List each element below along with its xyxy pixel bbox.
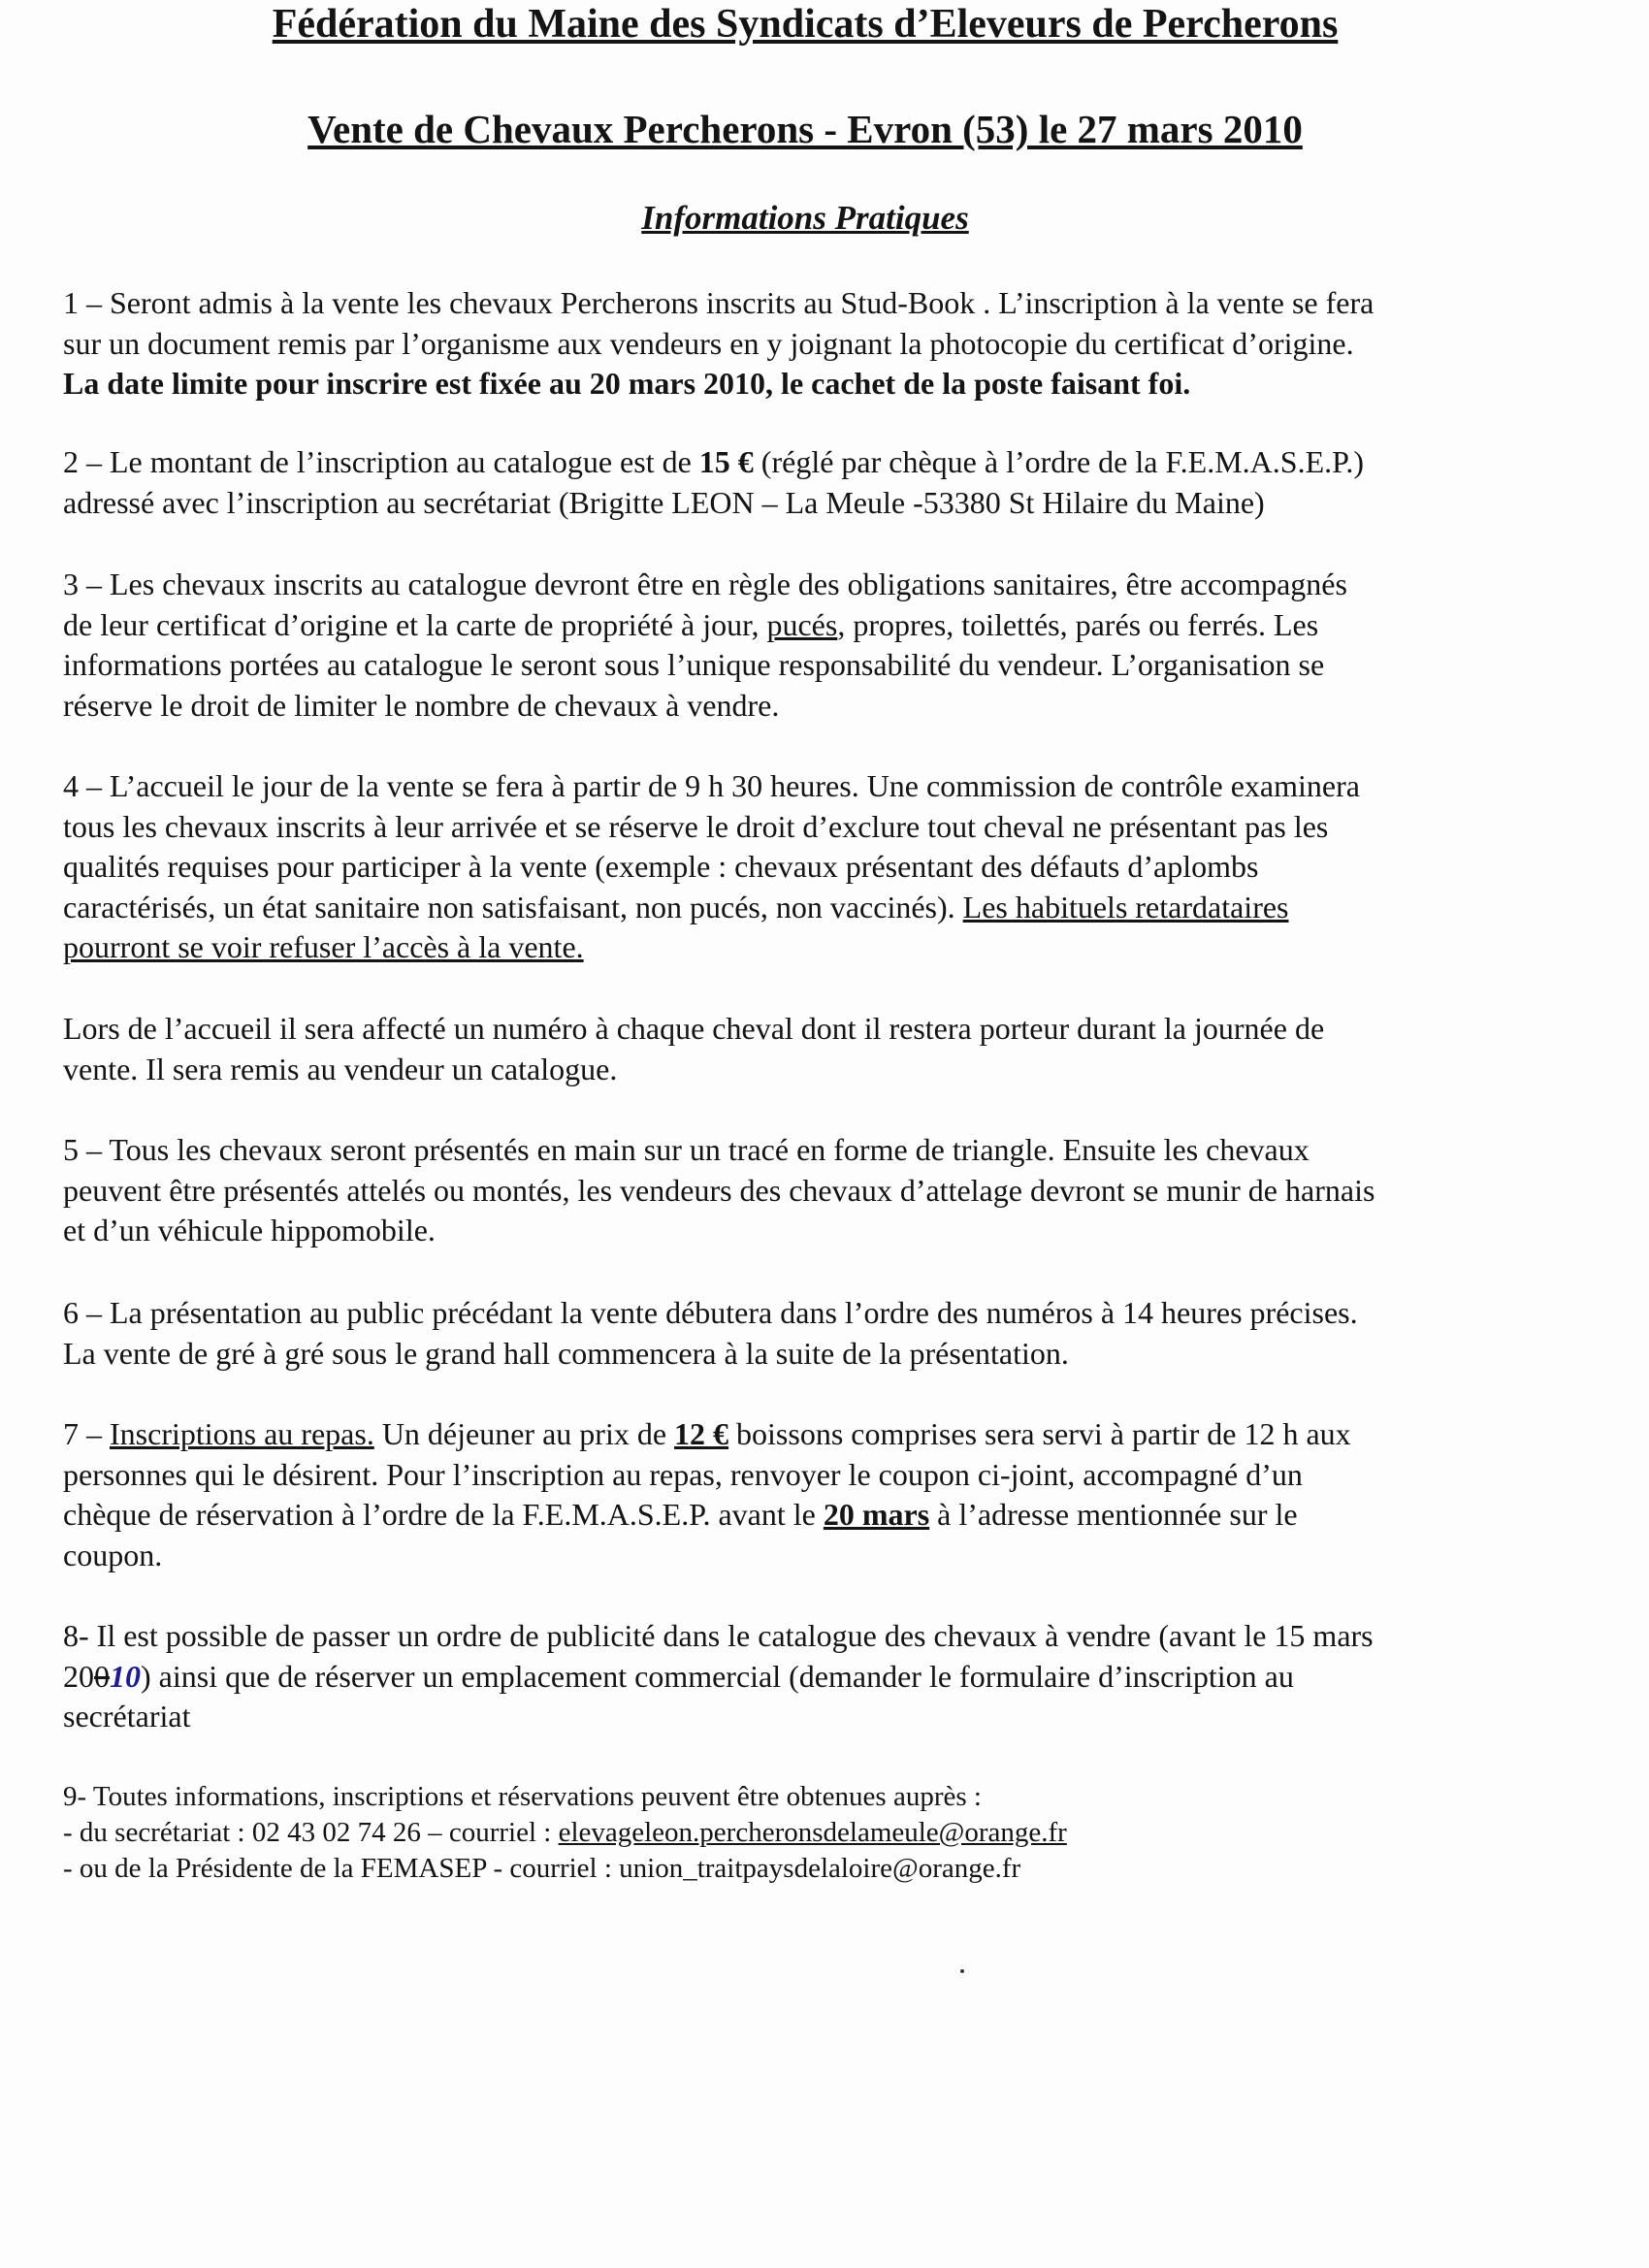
handwritten-correction: 10	[110, 1658, 141, 1694]
text-line: sur un document remis par l’organisme aux vendeurs en y joignant la photocopie du certificat d’origine.	[63, 325, 1354, 361]
section-heading: Informations Pratiques	[641, 199, 969, 237]
speck	[960, 1969, 964, 1973]
text-line: 5 – Tous les chevaux seront présentés en main sur un tracé en forme de triangle. Ensuite les chevaux	[63, 1132, 1310, 1167]
text-line	[63, 1495, 1576, 1536]
paragraph-4b	[63, 1009, 1576, 1089]
paragraph-2	[63, 442, 1576, 523]
meal-deadline: 20 mars	[823, 1497, 930, 1532]
paragraph-8	[63, 1616, 1576, 1737]
price-meal: 12 €	[674, 1416, 729, 1451]
text-line: personnes qui le désirent. Pour l’inscription au repas, renvoyer le coupon ci-joint, accompagné d’un	[63, 1456, 1303, 1492]
paragraph-9	[63, 1779, 1576, 1887]
paragraph-4	[63, 766, 1576, 968]
deadline-line: La date limite pour inscrire est fixée au 20 mars 2010, le cachet de la poste faisant foi.	[63, 366, 1191, 401]
text-line: Lors de l’accueil il sera affecté un numéro à chaque cheval dont il restera porteur durant la journée de	[63, 1011, 1325, 1046]
paragraph-1	[63, 283, 1576, 405]
text-line	[63, 605, 1576, 646]
text-line: adressé avec l’inscription au secrétariat (Brigitte LEON – La Meule -53380 St Hilaire du Maine)	[63, 484, 1265, 520]
text: caractérisés, un état sanitaire non satisfaisant, non pucés, non vaccinés).	[63, 889, 963, 924]
text-line: réserve le droit de limiter le nombre de chevaux à vendre.	[63, 687, 780, 723]
underlined-text: pourront se voir refuser l’accès à la vente.	[63, 929, 584, 964]
underlined-text: pucés	[766, 606, 838, 642]
text-line: 6 – La présentation au public précédant la vente débutera dans l’ordre des numéros à 14 heures précises.	[63, 1295, 1358, 1330]
text-line: 4 – L’accueil le jour de la vente se fera à partir de 9 h 30 heures. Une commission de contrôle examinera	[63, 768, 1360, 803]
text-line: La vente de gré à gré sous le grand hall commencera à la suite de la présentation.	[63, 1335, 1069, 1371]
paragraph-5	[63, 1130, 1576, 1251]
text: , propres, toilettés, parés ou ferrés. Les	[837, 606, 1319, 642]
text-line: 3 – Les chevaux inscrits au catalogue devront être en règle des obligations sanitaires, être accompagnés	[63, 567, 1347, 601]
text-line: - ou de la Présidente de la FEMASEP - courriel : union_traitpaysdelaloire@orange.fr	[63, 1853, 1021, 1884]
text-line: vente. Il sera remis au vendeur un catalogue.	[63, 1051, 618, 1086]
document-subtitle: Vente de Chevaux Percherons - Evron (53) le 27 mars 2010	[307, 107, 1303, 151]
underlined-text: Les habituels retardataires	[962, 889, 1289, 924]
text-line: 9- Toutes informations, inscriptions et réservations peuvent être obtenues auprès :	[63, 1781, 982, 1812]
paragraph-3	[63, 565, 1576, 726]
secretariat-email-link[interactable]: elevageleon.percheronsdelameule@orange.fr	[558, 1817, 1067, 1848]
text-line: qualités requises pour participer à la vente (exemple : chevaux présentant des défauts d’aplombs	[63, 849, 1259, 884]
text: à l’adresse mentionnée sur le	[929, 1497, 1298, 1532]
text-line: 8- Il est possible de passer un ordre de publicité dans le catalogue des chevaux à vendre (avant le 15 mars	[63, 1618, 1374, 1653]
text-line: tous les chevaux inscrits à leur arrivée et se réserve le droit d’exclure tout cheval ne présentant pas les	[63, 808, 1329, 844]
text: - du secrétariat : 02 43 02 74 26 – courriel :	[63, 1817, 559, 1848]
text-line	[63, 1414, 1576, 1455]
paragraph-6	[63, 1293, 1576, 1374]
text-line: 1 – Seront admis à la vente les chevaux Percherons inscrits au Stud-Book . L’inscription à la vente se fera	[63, 285, 1374, 320]
text-line: coupon.	[63, 1537, 163, 1572]
text: 7 –	[63, 1416, 110, 1451]
text-line: secrétariat	[63, 1699, 191, 1733]
price-catalogue: 15 €	[698, 444, 754, 479]
text: chèque de réservation à l’ordre de la F.E.M.A.S.E.P. avant le	[63, 1497, 824, 1532]
text-line	[63, 888, 1576, 928]
text: ) ainsi que de réserver un emplacement commercial (demander le formulaire d’inscription au	[141, 1658, 1294, 1694]
text: Un déjeuner au prix de	[373, 1416, 675, 1451]
text: 2 – Le montant de l’inscription au catalogue est de	[63, 444, 699, 479]
text-line: informations portées au catalogue le seront sous l’unique responsabilité du vendeur. L’organisation se	[63, 647, 1325, 682]
text-line	[63, 442, 1576, 483]
text: (réglé par chèque à l’ordre de la F.E.M.A.S.E.P.)	[753, 444, 1365, 479]
struck-text: 0	[94, 1658, 110, 1694]
text: 20	[63, 1658, 94, 1694]
text-line: peuvent être présentés attelés ou montés, les vendeurs des chevaux d’attelage devront se munir de harnais	[63, 1172, 1375, 1208]
text: de leur certificat d’origine et la carte de propriété à jour,	[63, 606, 767, 642]
text-line	[63, 1657, 1576, 1698]
document-title: Fédération du Maine des Syndicats d’Eleveurs de Percherons	[272, 2, 1339, 47]
text: boissons comprises sera servi à partir de 12 h aux	[728, 1416, 1351, 1451]
text-line	[63, 1815, 1576, 1851]
paragraph-7	[63, 1414, 1576, 1575]
underlined-text: Inscriptions au repas.	[110, 1416, 374, 1451]
text-line: et d’un véhicule hippomobile.	[63, 1213, 436, 1247]
